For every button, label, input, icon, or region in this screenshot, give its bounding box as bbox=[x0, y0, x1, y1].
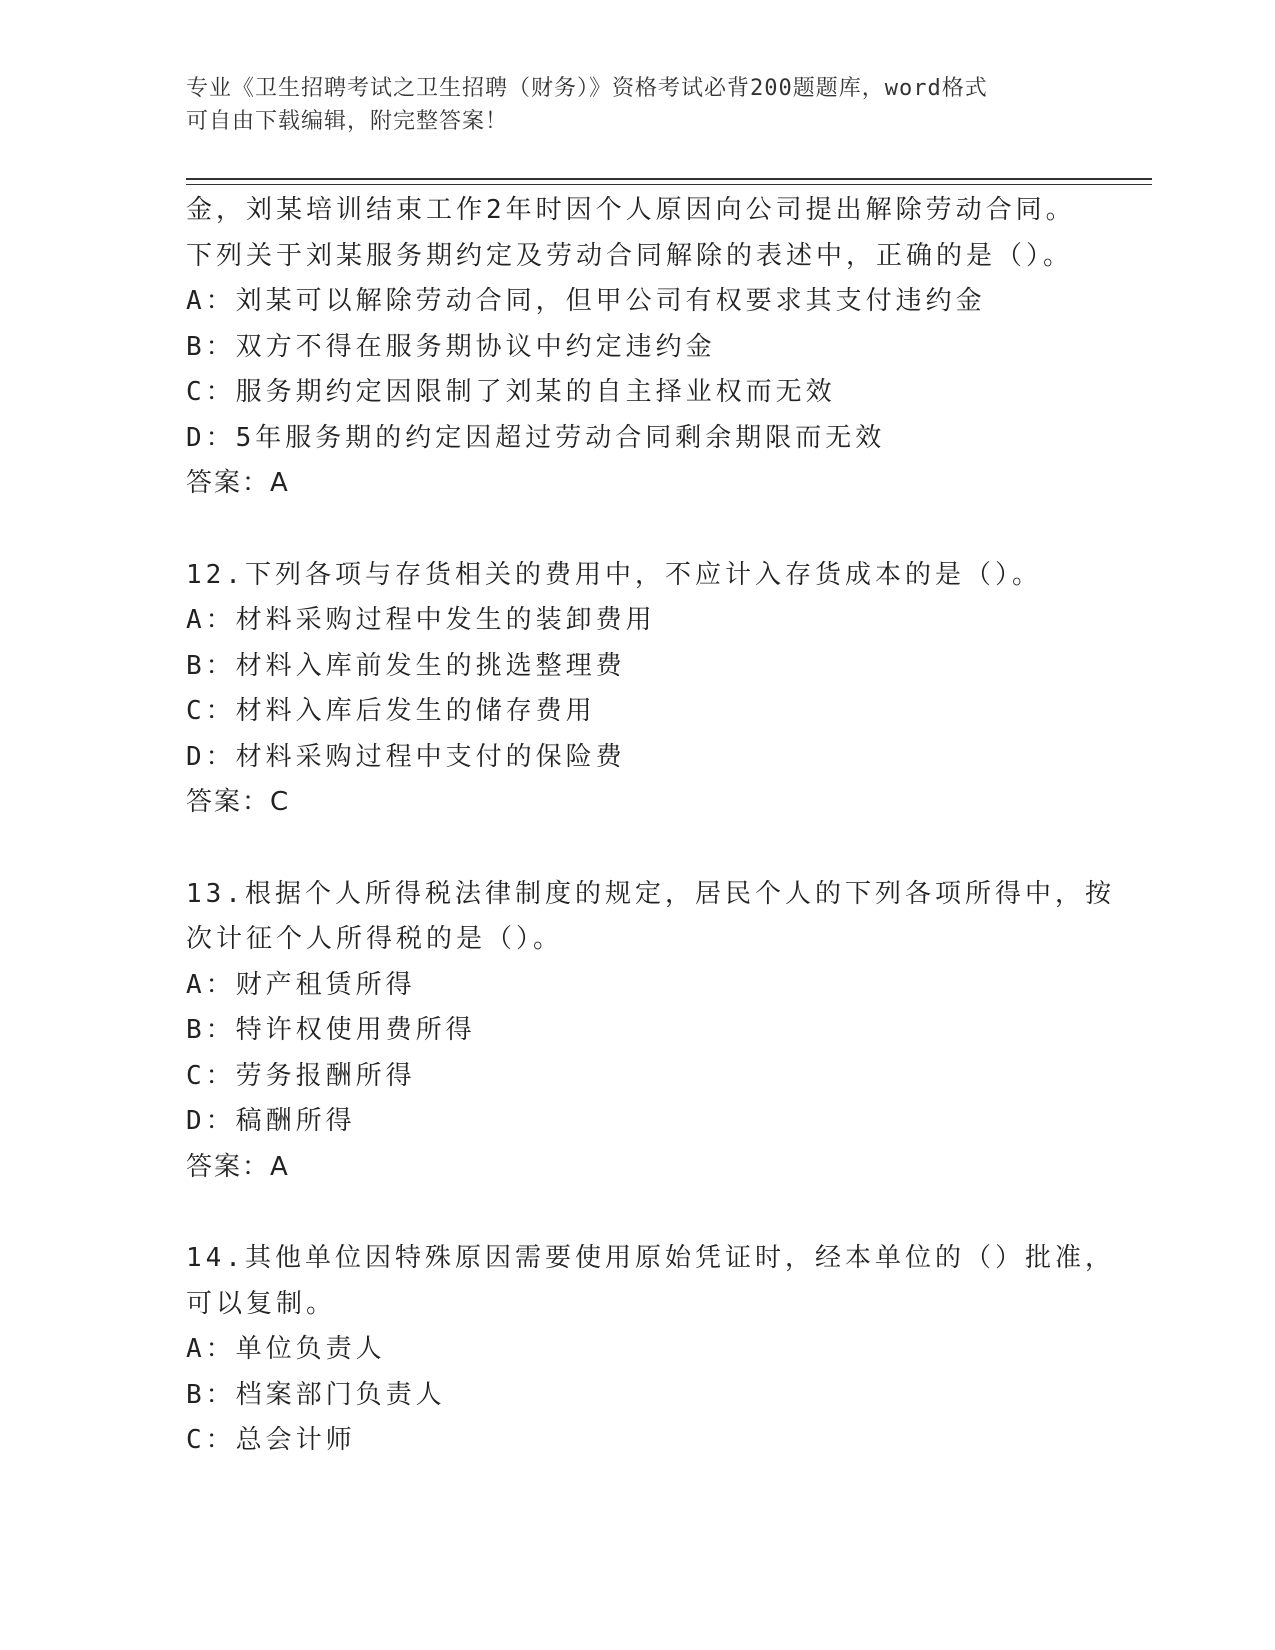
question-11-option-c: C：服务期约定因限制了刘某的自主择业权而无效 bbox=[186, 377, 836, 407]
question-11-continuation-1: 金，刘某培训结束工作2年时因个人原因向公司提出解除劳动合同。 bbox=[186, 195, 1076, 225]
question-11-continuation-2: 下列关于刘某服务期约定及劳动合同解除的表述中，正确的是（）。 bbox=[186, 240, 1074, 271]
question-13-stem-1: 13.根据个人所得税法律制度的规定，居民个人的下列各项所得中，按 bbox=[186, 878, 1115, 909]
question-14-stem-2: 可以复制。 bbox=[186, 1288, 337, 1319]
question-12-option-b: B：材料入库前发生的挑选整理费 bbox=[186, 650, 626, 681]
header-divider-thick bbox=[186, 178, 1152, 180]
question-content bbox=[186, 188, 1115, 1464]
question-13-option-a: A：财产租赁所得 bbox=[186, 969, 416, 1000]
question-14-option-a: A：单位负责人 bbox=[186, 1334, 386, 1364]
question-13 bbox=[186, 872, 1115, 1191]
spacer bbox=[186, 826, 1086, 872]
document-header bbox=[186, 72, 1086, 138]
spacer bbox=[186, 507, 1086, 553]
question-13-option-c: C：劳务报酬所得 bbox=[186, 1060, 416, 1091]
question-12 bbox=[186, 553, 1086, 826]
question-12-answer: 答案：C bbox=[186, 787, 291, 817]
header-title-line-2: 可自由下载编辑，附完整答案！ bbox=[186, 109, 509, 134]
question-13-option-d: D：稿酬所得 bbox=[186, 1106, 356, 1136]
header-title-line-1: 专业《卫生招聘考试之卫生招聘（财务）》资格考试必背200题题库，word格式 bbox=[186, 76, 988, 101]
question-11-option-d: D：5年服务期的约定因超过劳动合同剩余期限而无效 bbox=[186, 422, 886, 453]
question-12-stem: 12.下列各项与存货相关的费用中，不应计入存货成本的是（）。 bbox=[186, 559, 1042, 590]
question-11-option-a: A：刘某可以解除劳动合同，但甲公司有权要求其支付违约金 bbox=[186, 286, 986, 316]
question-13-option-b: B：特许权使用费所得 bbox=[186, 1015, 476, 1045]
question-12-option-a: A：材料采购过程中发生的装卸费用 bbox=[186, 605, 656, 635]
question-11-answer: 答案：A bbox=[186, 468, 290, 498]
spacer bbox=[186, 1190, 1086, 1236]
question-14-stem-1: 14.其他单位因特殊原因需要使用原始凭证时，经本单位的（）批准， bbox=[186, 1243, 1115, 1273]
question-13-stem-2: 次计征个人所得税的是（）。 bbox=[186, 924, 564, 954]
question-13-answer: 答案：A bbox=[186, 1151, 290, 1182]
question-11-option-b: B：双方不得在服务期协议中约定违约金 bbox=[186, 331, 716, 362]
question-14-option-c: C：总会计师 bbox=[186, 1425, 356, 1455]
question-12-option-c: C：材料入库后发生的储存费用 bbox=[186, 696, 596, 726]
question-12-option-d: D：材料采购过程中支付的保险费 bbox=[186, 741, 626, 772]
question-11 bbox=[186, 188, 1086, 507]
question-14 bbox=[186, 1236, 1115, 1464]
header-divider-thin bbox=[186, 184, 1152, 185]
question-14-option-b: B：档案部门负责人 bbox=[186, 1379, 446, 1410]
